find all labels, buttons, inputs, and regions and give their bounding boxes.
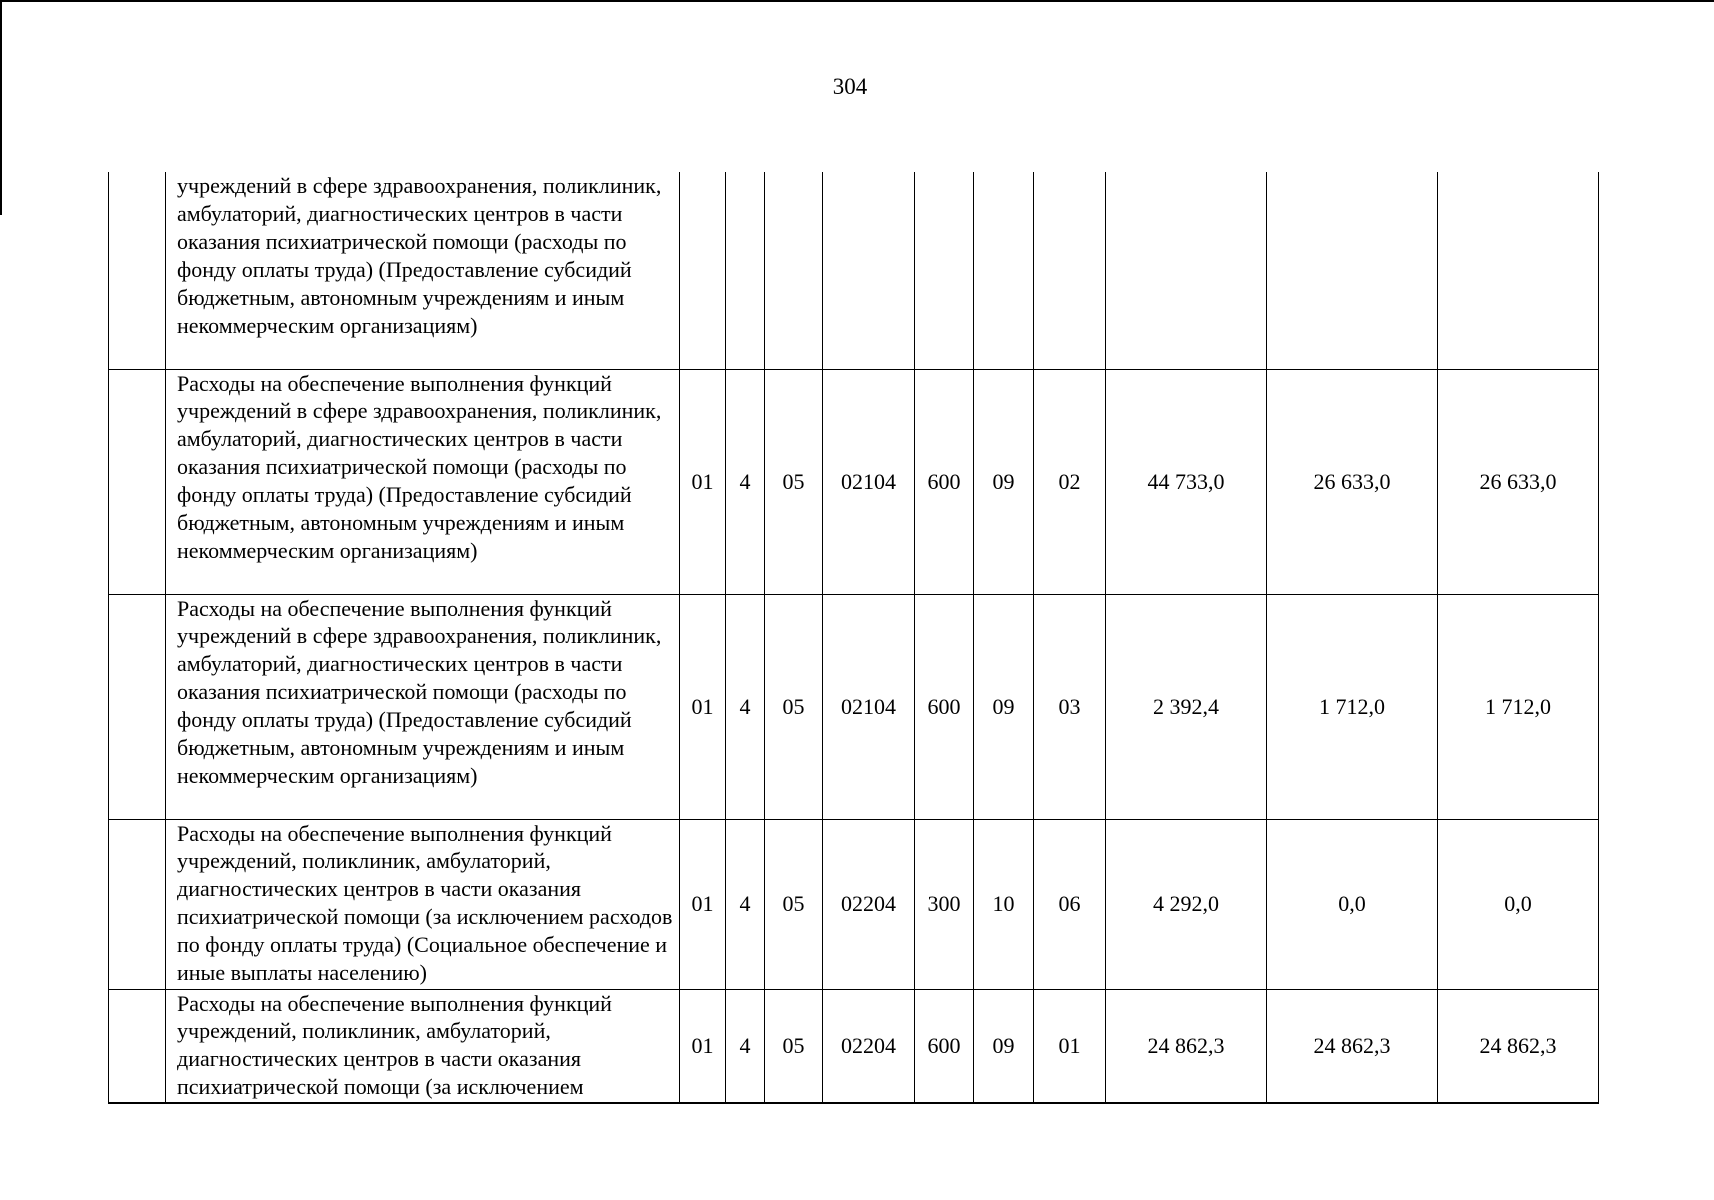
code-cell: 300 (915, 819, 974, 989)
amount-cell: 26 633,0 (1438, 369, 1599, 594)
code-cell: 4 (726, 594, 765, 819)
code-cell: 05 (765, 369, 823, 594)
code-cell (1034, 172, 1106, 369)
code-cell: 09 (974, 369, 1034, 594)
code-cell (765, 172, 823, 369)
amount-cell: 26 633,0 (1267, 369, 1438, 594)
description-cell: Расходы на обеспечение выполнения функций учреждений, поликлиник, амбулаторий, диагностических центров в части оказания психиатрической помощи (за исключением расходов по фонду оплаты труда) (Социальное обеспечение и иные выплаты населению) (166, 819, 680, 989)
code-cell: 01 (680, 594, 726, 819)
code-cell: 02104 (823, 594, 915, 819)
code-cell: 01 (680, 819, 726, 989)
code-cell (915, 172, 974, 369)
amount-cell: 4 292,0 (1106, 819, 1267, 989)
table-row (109, 819, 1599, 989)
code-cell: 02 (1034, 369, 1106, 594)
code-cell: 01 (680, 369, 726, 594)
description-cell: учреждений в сфере здравоохранения, поликлиник, амбулаторий, диагностических центров в части оказания психиатрической помощи (расходы по фонду оплаты труда) (Предоставление субсидий бюджетным, автономным учреждениям и иным некоммерческим организациям) (166, 172, 680, 369)
code-cell: 02104 (823, 369, 915, 594)
code-cell: 05 (765, 989, 823, 1103)
code-cell (726, 172, 765, 369)
code-cell: 10 (974, 819, 1034, 989)
row-index-cell (109, 989, 166, 1103)
row-index-cell (109, 594, 166, 819)
row-index-cell (109, 369, 166, 594)
budget-table (108, 172, 1599, 1104)
amount-cell: 0,0 (1438, 819, 1599, 989)
amount-cell: 2 392,4 (1106, 594, 1267, 819)
description-cell: Расходы на обеспечение выполнения функций учреждений в сфере здравоохранения, поликлиник, амбулаторий, диагностических центров в части оказания психиатрической помощи (расходы по фонду оплаты труда) (Предоставление субсидий бюджетным, автономным учреждениям и иным некоммерческим организациям) (166, 369, 680, 594)
table-row (109, 989, 1599, 1103)
table-row (109, 369, 1599, 594)
scan-edge-top (0, 0, 1714, 2)
amount-cell (1267, 172, 1438, 369)
code-cell: 4 (726, 369, 765, 594)
code-cell (680, 172, 726, 369)
code-cell: 02204 (823, 819, 915, 989)
code-cell: 05 (765, 819, 823, 989)
row-index-cell (109, 172, 166, 369)
code-cell: 06 (1034, 819, 1106, 989)
code-cell: 600 (915, 369, 974, 594)
amount-cell: 1 712,0 (1267, 594, 1438, 819)
code-cell (974, 172, 1034, 369)
description-cell: Расходы на обеспечение выполнения функций учреждений, поликлиник, амбулаторий, диагностических центров в части оказания психиатрической помощи (за исключением (166, 989, 680, 1103)
code-cell: 05 (765, 594, 823, 819)
code-cell: 4 (726, 989, 765, 1103)
code-cell: 02204 (823, 989, 915, 1103)
amount-cell: 44 733,0 (1106, 369, 1267, 594)
code-cell: 600 (915, 989, 974, 1103)
code-cell: 03 (1034, 594, 1106, 819)
code-cell: 01 (680, 989, 726, 1103)
table-row (109, 172, 1599, 369)
page-number: 304 (832, 74, 868, 99)
amount-cell (1438, 172, 1599, 369)
code-cell: 4 (726, 819, 765, 989)
amount-cell: 1 712,0 (1438, 594, 1599, 819)
code-cell: 01 (1034, 989, 1106, 1103)
amount-cell: 24 862,3 (1438, 989, 1599, 1103)
description-cell: Расходы на обеспечение выполнения функций учреждений в сфере здравоохранения, поликлиник, амбулаторий, диагностических центров в части оказания психиатрической помощи (расходы по фонду оплаты труда) (Предоставление субсидий бюджетным, автономным учреждениям и иным некоммерческим организациям) (166, 594, 680, 819)
code-cell (823, 172, 915, 369)
row-index-cell (109, 819, 166, 989)
code-cell: 600 (915, 594, 974, 819)
amount-cell: 24 862,3 (1267, 989, 1438, 1103)
table-row (109, 594, 1599, 819)
amount-cell (1106, 172, 1267, 369)
amount-cell: 24 862,3 (1106, 989, 1267, 1103)
amount-cell: 0,0 (1267, 819, 1438, 989)
code-cell: 09 (974, 594, 1034, 819)
scan-edge-left (0, 0, 2, 215)
code-cell: 09 (974, 989, 1034, 1103)
